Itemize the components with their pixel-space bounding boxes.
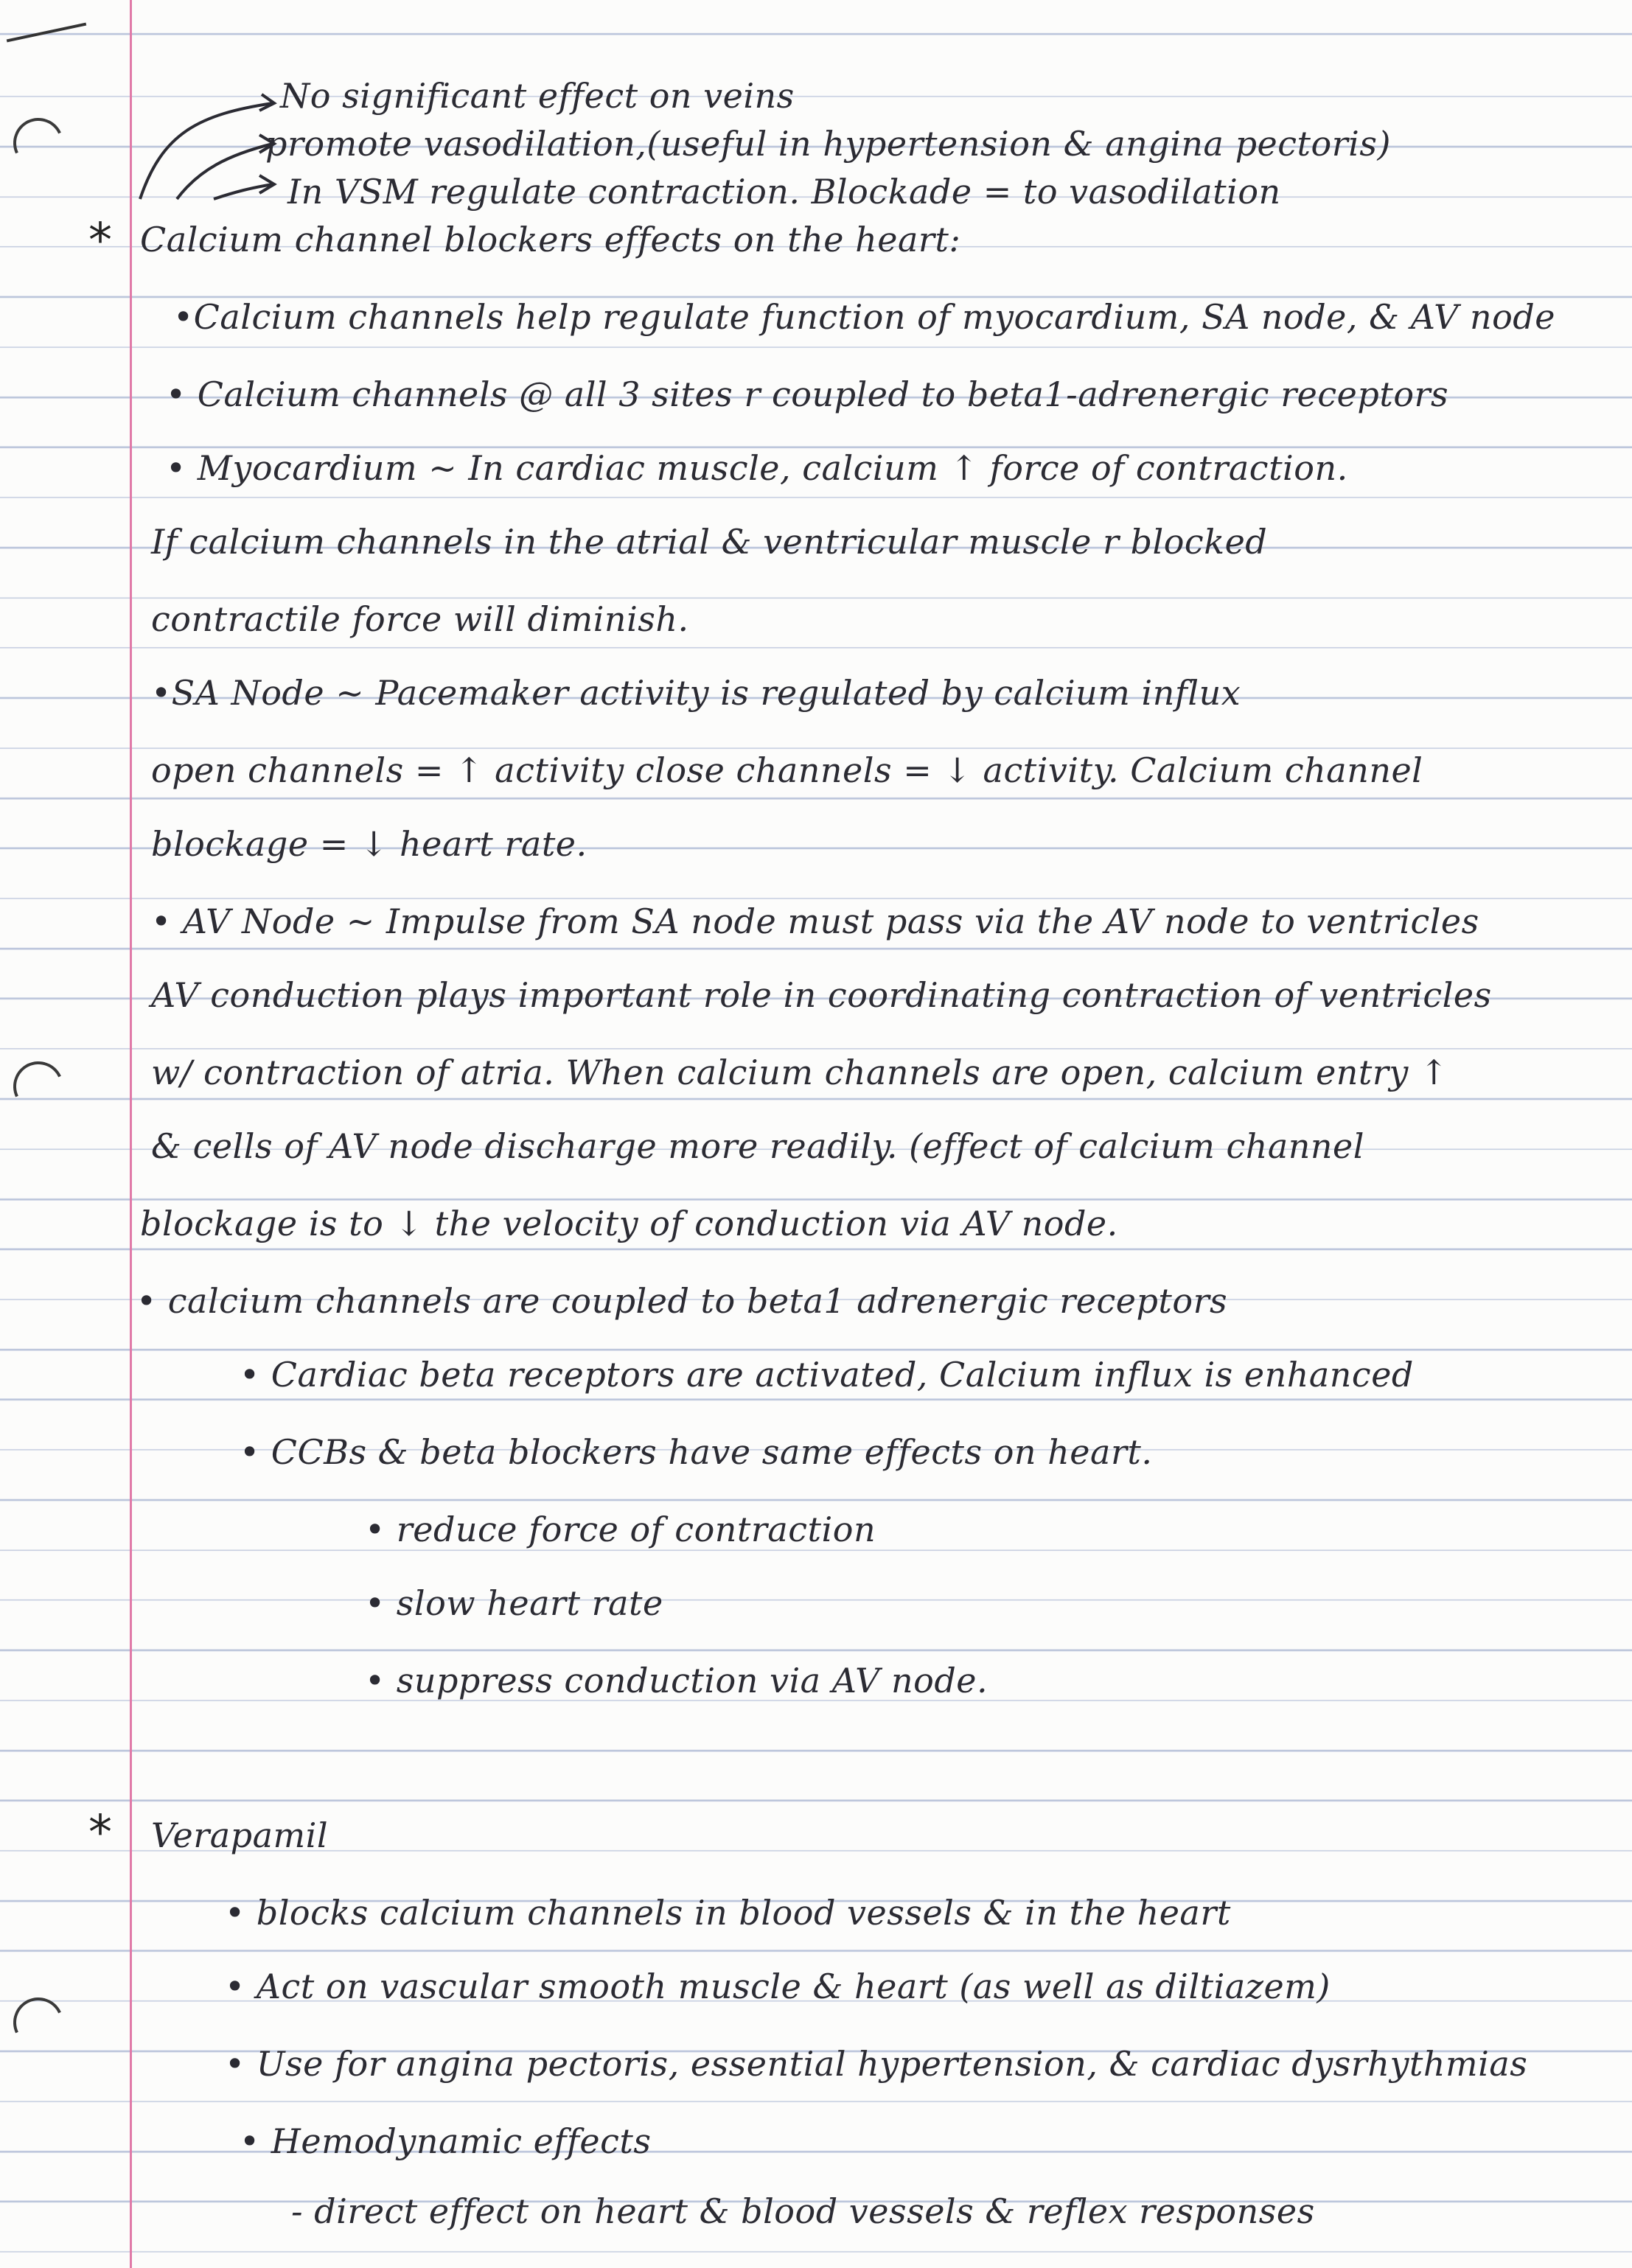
note-line: • Myocardium ~ In cardiac muscle, calcium ↑ force of contraction. bbox=[166, 448, 1348, 488]
binder-hole-top bbox=[6, 111, 70, 175]
note-line: • Act on vascular smooth muscle & heart (as well as diltiazem) bbox=[225, 1967, 1331, 2006]
note-line: • Calcium channels @ all 3 sites r coupled to beta1-adrenergic receptors bbox=[166, 374, 1449, 414]
note-line: promote vasodilation,(useful in hypertension & angina pectoris) bbox=[265, 124, 1391, 164]
section-heading: Verapamil bbox=[151, 1815, 329, 1855]
note-line: - direct effect on heart & blood vessels & reflex responses bbox=[291, 2191, 1315, 2231]
note-line: No significant effect on veins bbox=[280, 76, 795, 116]
margin-line bbox=[130, 0, 132, 2268]
note-line: In VSM regulate contraction. Blockade = to vasodilation bbox=[287, 172, 1281, 212]
star-bullet: * bbox=[88, 1806, 112, 1860]
note-line: AV conduction plays important role in coordinating contraction of ventricles bbox=[151, 975, 1492, 1015]
binder-hole-middle bbox=[6, 1054, 70, 1118]
binder-hole-bottom bbox=[6, 1990, 70, 2054]
note-line: •SA Node ~ Pacemaker activity is regulated by calcium influx bbox=[151, 673, 1241, 713]
note-line: • Hemodynamic effects bbox=[240, 2121, 652, 2161]
star-bullet: * bbox=[88, 214, 112, 268]
note-line: w/ contraction of atria. When calcium channels are open, calcium entry ↑ bbox=[151, 1053, 1449, 1092]
note-line: & cells of AV node discharge more readily. (effect of calcium channel bbox=[151, 1126, 1364, 1166]
note-line: • blocks calcium channels in blood vessels & in the heart bbox=[225, 1893, 1231, 1933]
note-line: • calcium channels are coupled to beta1 adrenergic receptors bbox=[136, 1281, 1228, 1321]
corner-pen-mark bbox=[7, 23, 86, 43]
note-line: blockage = ↓ heart rate. bbox=[151, 824, 587, 864]
note-line: • Use for angina pectoris, essential hypertension, & cardiac dysrhythmias bbox=[225, 2044, 1528, 2084]
bracket-arrows-icon bbox=[133, 88, 280, 206]
note-line: • reduce force of contraction bbox=[365, 1510, 876, 1549]
section-heading: Calcium channel blockers effects on the heart: bbox=[140, 220, 961, 259]
note-line: contractile force will diminish. bbox=[151, 599, 689, 639]
note-line: •Calcium channels help regulate function of myocardium, SA node, & AV node bbox=[173, 297, 1555, 337]
note-line: blockage is to ↓ the velocity of conduction via AV node. bbox=[140, 1204, 1118, 1243]
note-line: • suppress conduction via AV node. bbox=[365, 1661, 988, 1700]
note-line: open channels = ↑ activity close channels = ↓ activity. Calcium channel bbox=[151, 750, 1423, 790]
note-line: • Cardiac beta receptors are activated, Calcium influx is enhanced bbox=[240, 1355, 1414, 1395]
note-line: • AV Node ~ Impulse from SA node must pass via the AV node to ventricles bbox=[151, 901, 1479, 941]
note-line: • slow heart rate bbox=[365, 1583, 663, 1623]
note-line: If calcium channels in the atrial & ventricular muscle r blocked bbox=[151, 522, 1268, 562]
note-line: • CCBs & beta blockers have same effects on heart. bbox=[240, 1432, 1153, 1472]
